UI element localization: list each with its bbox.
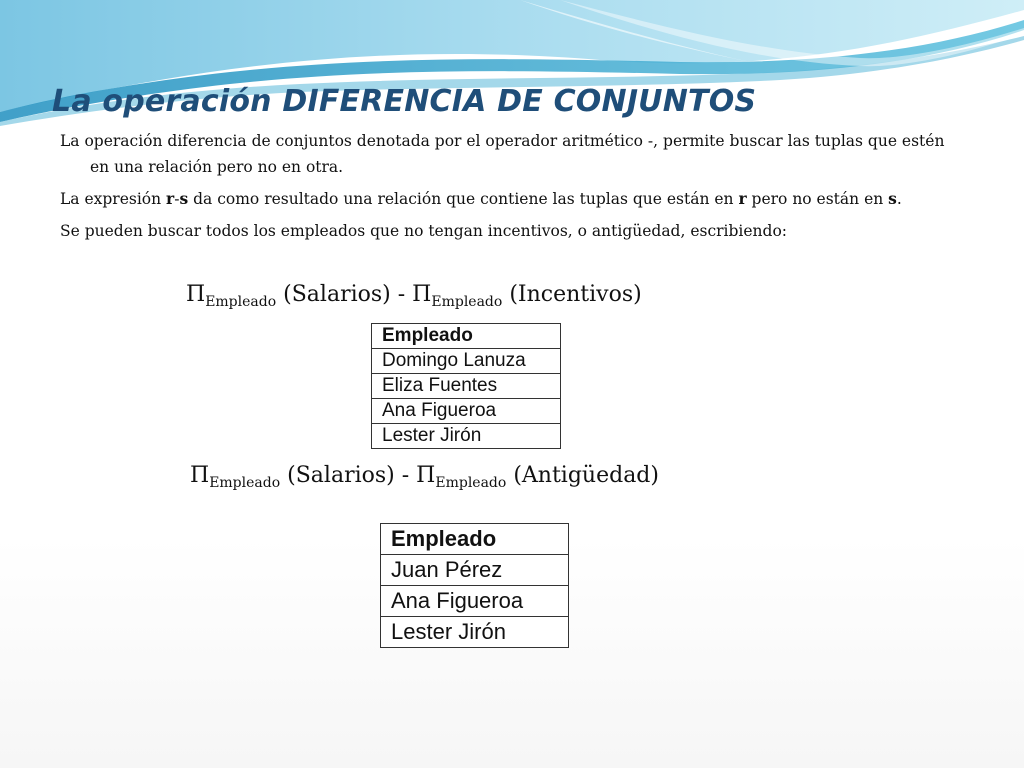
table-cell: Lester Jirón [381, 617, 569, 648]
table-header-row [372, 324, 561, 349]
projection-attribute: Empleado [431, 294, 503, 310]
table-row [372, 349, 561, 374]
projection-attribute: Empleado [435, 475, 507, 491]
text-segment: . [896, 190, 902, 208]
result-table-antiguedad [380, 523, 569, 648]
table-row [381, 617, 569, 648]
projection-symbol: Π [190, 463, 210, 488]
relation-s-symbol: s [888, 189, 897, 208]
table-header-cell: Empleado [372, 324, 561, 349]
relation-s-symbol: s [179, 189, 189, 208]
formula-incentivos [186, 282, 642, 310]
result-table-incentivos [371, 323, 561, 449]
table-header-cell: Empleado [381, 524, 569, 555]
table-row [381, 586, 569, 617]
projection-symbol: Π [412, 282, 432, 307]
minus-operator: - [174, 190, 180, 208]
projection-symbol: Π [186, 282, 206, 307]
table-cell: Ana Figueroa [372, 399, 561, 424]
table-cell: Ana Figueroa [381, 586, 569, 617]
text-segment: La expresión [60, 190, 167, 208]
table-cell: Juan Pérez [381, 555, 569, 586]
paragraph-definition: La operación diferencia de conjuntos denotada por el operador aritmético -, permite buscar las tuplas que estén en una relación pero no en otra. [60, 132, 945, 176]
slide-title: La operación DIFERENCIA DE CONJUNTOS [52, 84, 757, 119]
table-row [372, 399, 561, 424]
paragraph-example-intro: Se pueden buscar todos los empleados que no tengan incentivos, o antigüedad, escribiendo: [60, 222, 788, 240]
relation-r-symbol: r [166, 189, 175, 208]
formula-relation: (Antigüedad) [506, 463, 659, 488]
formula-antiguedad [190, 463, 659, 491]
table-row [372, 424, 561, 449]
table-header-row [381, 524, 569, 555]
relation-r-symbol: r [738, 189, 747, 208]
projection-attribute: Empleado [209, 475, 281, 491]
projection-symbol: Π [416, 463, 436, 488]
table-cell: Domingo Lanuza [372, 349, 561, 374]
table-cell: Eliza Fuentes [372, 374, 561, 399]
body-text [60, 128, 960, 244]
projection-attribute: Empleado [205, 294, 277, 310]
table-cell: Lester Jirón [372, 424, 561, 449]
text-segment: da como resultado una relación que contiene las tuplas que están en [188, 190, 739, 208]
table-row [372, 374, 561, 399]
paragraph-expression [60, 186, 960, 212]
formula-relation: (Salarios) - [276, 282, 413, 307]
formula-relation: (Salarios) - [280, 463, 417, 488]
formula-relation: (Incentivos) [502, 282, 642, 307]
text-segment: pero no están en [746, 190, 889, 208]
table-row [381, 555, 569, 586]
